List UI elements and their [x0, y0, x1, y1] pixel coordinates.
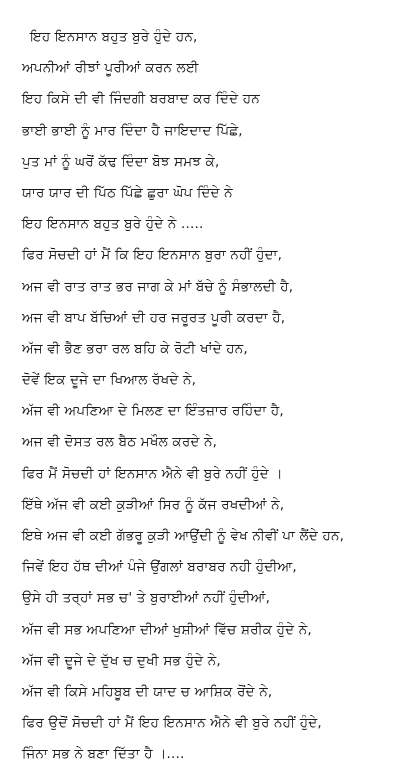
poem-line: ਇਹ ਕਿਸੇ ਦੀ ਵੀ ਜਿੰਦਗੀ ਬਰਬਾਦ ਕਰ ਦਿੰਦੇ ਹਨ — [22, 91, 260, 108]
poem-line: ਅੱਜ ਵੀ ਸਭ ਅਪਣਿਆ ਦੀਆਂ ਖੁਸ਼ੀਆਂ ਵਿੱਚ ਸ਼ਰੀਕ ਹੁੰਦੇ ਨੇ, — [22, 621, 312, 638]
poem-line: ਅੱਜ ਵੀ ਦੂਜੇ ਦੇ ਦੁੱਖ ਚ ਦੁਖੀ ਸਭ ਹੁੰਦੇ ਨੇ, — [22, 652, 221, 669]
poem-line: ਭਾਈ ਭਾਈ ਨੂੰ ਮਾਰ ਦਿੰਦਾ ਹੈ ਜਾਇਦਾਦ ਪਿੱਛੇ, — [22, 122, 243, 139]
poem-line: ਯਾਰ ਯਾਰ ਦੀ ਪਿੱਠ ਪਿੱਛੇ ਛੁਰਾ ਘੋਪ ਦਿੰਦੇ ਨੇ — [22, 184, 233, 201]
poem-text — [0, 22, 405, 771]
poem-line: ਫਿਰ ਉਦੋਂ ਸੋਚਦੀ ਹਾਂ ਮੈਂ ਇਹ ਇਨਸਾਨ ਐਨੇ ਵੀ ਬੁਰੇ ਨਹੀਂ ਹੁੰਦੇ, — [22, 715, 322, 732]
poem-line: ਇਹ ਇਨਸਾਨ ਬਹੁਤ ਬੁਰੇ ਹੁੰਦੇ ਨੇ ..... — [22, 216, 204, 233]
poem-line: ਇੱਥੇ ਅੱਜ ਵੀ ਕਈ ਕੁੜੀਆਂ ਸਿਰ ਨੂੰ ਕੱਜ ਰਖਦੀਆਂ ਨੇ, — [22, 496, 285, 513]
poem-line: ਫਿਰ ਮੈਂ ਸੋਚਦੀ ਹਾਂ ਇਨਸਾਨ ਐਨੇ ਵੀ ਬੁਰੇ ਨਹੀਂ ਹੁੰਦੇ । — [22, 465, 283, 482]
poem-line: ਦੋਵੇਂ ਇਕ ਦੂਜੇ ਦਾ ਖਿਆਲ ਰੱਖਦੇ ਨੇ, — [22, 372, 197, 389]
poem-line: ਇਹ ਇਨਸਾਨ ਬਹੁਤ ਬੁਰੇ ਹੁੰਦੇ ਹਨ, — [30, 29, 198, 45]
poem-line: ਅਜ ਵੀ ਰਾਤ ਰਾਤ ਭਰ ਜਾਗ ਕੇ ਮਾਂ ਬੱਚੇ ਨੂੰ ਸੰਭਾਲਦੀ ਹੈ, — [22, 278, 294, 295]
poem-line: ਅੱਜ ਵੀ ਅਪਣਿਆ ਦੇ ਮਿਲਣ ਦਾ ਇੰਤਜ਼ਾਰ ਰਹਿੰਦਾ ਹੈ, — [22, 403, 284, 420]
poem-line: ਅੱਜ ਵੀ ਕਿਸੇ ਮਹਿਬੂਬ ਦੀ ਯਾਦ ਚ ਆਸ਼ਿਕ ਰੋਂਦੇ ਨੇ, — [22, 683, 273, 700]
poem-line: ਪੁਤ ਮਾਂ ਨੂੰ ਘਰੋਂ ਕੱਢ ਦਿੰਦਾ ਬੋਝ ਸਮਝ ਕੇ, — [22, 153, 220, 170]
poem-line: ਅਪਨੀਆਂ ਰੀਝਾਂ ਪੂਰੀਆਂ ਕਰਨ ਲਈ — [22, 60, 199, 77]
poem-line: ਫਿਰ ਸੋਚਦੀ ਹਾਂ ਮੈਂ ਕਿ ਇਹ ਇਨਸਾਨ ਬੁਰਾ ਨਹੀਂ ਹੁੰਦਾ, — [22, 247, 283, 264]
poem-line: ਇਥੇ ਅਜ ਵੀ ਕਈ ਗੱਭਰੂ ਕੁੜੀ ਆਉਂਦੀ ਨੂੰ ਵੇਖ ਨੀਵੀਂ ਪਾ ਲੈਂਦੇ ਹਨ, — [22, 528, 345, 544]
poem-line: ਅੱਜ ਵੀ ਭੈਣ ਭਰਾ ਰਲ ਬਹਿ ਕੇ ਰੋਟੀ ਖਾਂਦੇ ਹਨ, — [22, 340, 248, 357]
poem-line: ਜਿੰਨਾ ਸਭ ਨੇ ਬਣਾ ਦਿੱਤਾ ਹੈ ।.... — [22, 746, 185, 763]
poem-line: ਉਸੇ ਹੀ ਤਰ੍ਹਾਂ ਸਭ ਚ' ਤੇ ਬੁਰਾਈਆਂ ਨਹੀਂ ਹੁੰਦੀਆਂ, — [22, 590, 271, 607]
poem-line: ਅਜ ਵੀ ਦੋਸਤ ਰਲ ਬੈਠ ਮਖੌਲ ਕਰਦੇ ਨੇ, — [22, 434, 218, 451]
poem-line: ਅਜ ਵੀ ਬਾਪ ਬੱਚਿਆਂ ਦੀ ਹਰ ਜਰੂਰਤ ਪੂਰੀ ਕਰਦਾ ਹੈ, — [22, 309, 286, 326]
poem-line: ਜਿਵੇਂ ਇਹ ਹੱਥ ਦੀਆਂ ਪੰਜੇ ਉਂਗਲਾਂ ਬਰਾਬਰ ਨਹੀ ਹੁੰਦੀਆ, — [22, 559, 297, 576]
